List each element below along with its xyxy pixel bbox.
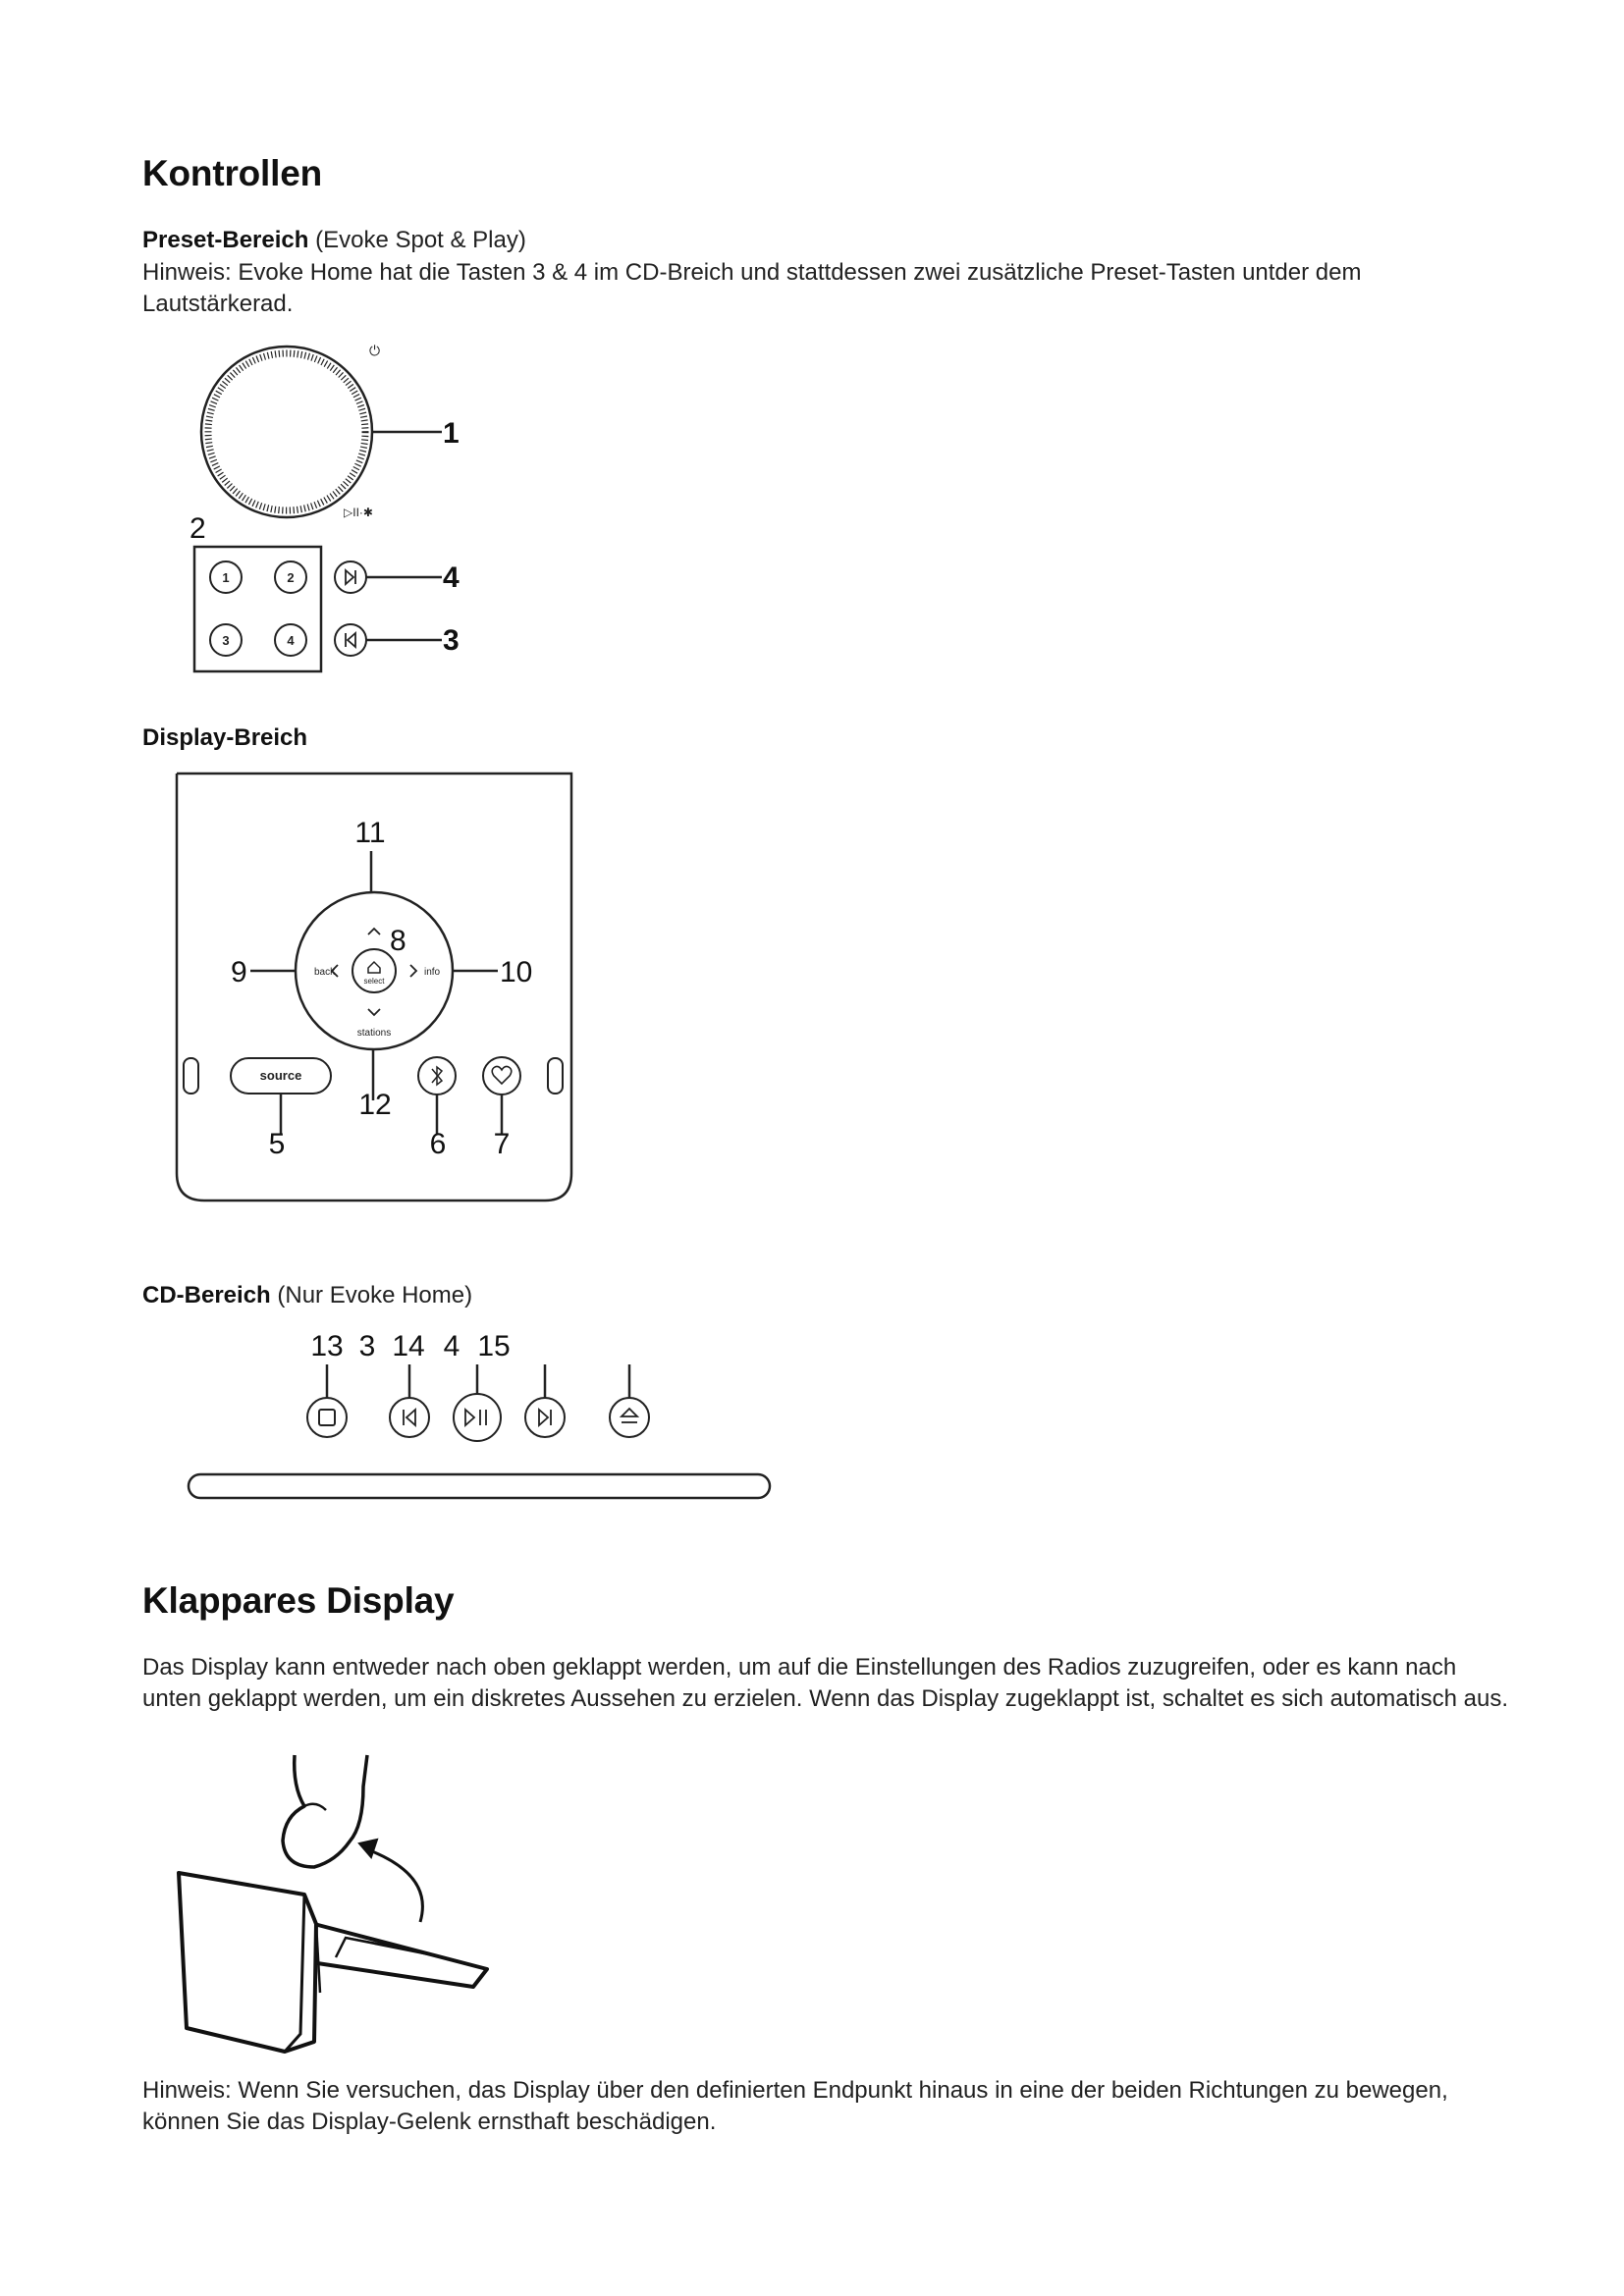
volume-dial <box>201 347 372 517</box>
page-title-kontrollen: Kontrollen <box>142 153 322 193</box>
stations-label: stations <box>356 1028 392 1039</box>
callout-4-cd: 4 <box>443 1330 460 1362</box>
eject-button[interactable] <box>610 1398 649 1437</box>
cd-next-button[interactable] <box>525 1398 565 1437</box>
preset-title: Preset-Bereich <box>142 227 309 253</box>
play-bluetooth-label: ▷II·✱ <box>344 506 373 519</box>
finger-illustration <box>283 1755 367 1867</box>
callout-8: 8 <box>390 925 406 957</box>
source-button[interactable] <box>231 1058 331 1094</box>
section-title-klappares-display: Klappares Display <box>142 1580 455 1621</box>
cd-title-suffix: (Nur Evoke Home) <box>277 1282 473 1308</box>
preset-button-4[interactable] <box>275 624 306 656</box>
callout-4: 4 <box>443 561 460 594</box>
preset-section-title <box>142 225 526 256</box>
callout-13: 13 <box>310 1330 344 1362</box>
svg-text:4: 4 <box>287 633 295 648</box>
callout-3-cd: 3 <box>358 1330 376 1362</box>
svg-text:3: 3 <box>222 633 230 648</box>
preset-button-3[interactable] <box>210 624 242 656</box>
cd-slot <box>189 1474 770 1498</box>
callout-2: 2 <box>189 512 206 545</box>
cd-previous-button[interactable] <box>390 1398 429 1437</box>
callout-1: 1 <box>443 417 460 450</box>
info-label: info <box>424 967 441 978</box>
power-icon: ⏻ <box>369 343 381 358</box>
callout-6: 6 <box>429 1128 447 1160</box>
device-tray <box>304 1924 487 1987</box>
back-label: back <box>314 967 336 978</box>
callout-14: 14 <box>392 1330 425 1362</box>
callout-9: 9 <box>231 956 247 988</box>
stop-button[interactable] <box>307 1398 347 1437</box>
warning-note: Hinweis: Wenn Sie versuchen, das Display über den definierten Endpunkt hinaus in eine der beiden Richtungen zu bewegen, können Sie das Display-Gelenk ernsthaft beschädigen. <box>142 2077 1448 2135</box>
callout-5: 5 <box>268 1128 286 1160</box>
callout-3: 3 <box>443 624 460 657</box>
bluetooth-button[interactable] <box>418 1057 456 1095</box>
source-label: source <box>259 1068 302 1083</box>
callout-12: 12 <box>358 1089 392 1121</box>
left-slot <box>184 1058 198 1094</box>
previous-track-button[interactable] <box>335 624 366 656</box>
cd-section-title <box>142 1280 472 1311</box>
right-slot <box>548 1058 563 1094</box>
cd-title: CD-Bereich <box>142 1282 271 1308</box>
folding-display-illustration <box>167 1747 520 2071</box>
callout-15: 15 <box>477 1330 511 1362</box>
preset-button-2[interactable] <box>275 561 306 593</box>
display-title: Display-Breich <box>142 724 308 751</box>
preset-note: Hinweis: Evoke Home hat die Tasten 3 & 4 im CD-Breich und stattdessen zwei zusätzliche Preset-Tasten untder dem Lautstärkerad. <box>142 259 1362 317</box>
svg-text:1: 1 <box>222 570 230 585</box>
display-panel <box>179 1873 316 2052</box>
fold-arrow-icon <box>367 1849 422 1922</box>
preset-title-suffix: (Evoke Spot & Play) <box>315 227 526 253</box>
favourite-button[interactable] <box>483 1057 520 1095</box>
device-base <box>177 1153 571 1201</box>
select-label: select <box>363 977 385 986</box>
klappares-description: Das Display kann entweder nach oben geklappt werden, um auf die Einstellungen des Radios zuzugreifen, oder es kann nach unten geklappt werden, um ein diskretes Aussehen zu erzielen. Wenn das Display zugeklappt ist, schaltet es sich automatisch aus. <box>142 1654 1508 1712</box>
preset-button-1[interactable] <box>210 561 242 593</box>
display-section-title <box>142 722 307 754</box>
cd-area-diagram <box>177 1325 785 1512</box>
display-area-diagram <box>167 771 589 1212</box>
preset-area-diagram <box>187 334 481 677</box>
play-pause-button[interactable] <box>454 1394 501 1441</box>
next-track-button[interactable] <box>335 561 366 593</box>
svg-text:2: 2 <box>287 570 295 585</box>
callout-11: 11 <box>354 817 386 849</box>
callout-7: 7 <box>493 1128 511 1160</box>
callout-10: 10 <box>500 956 533 988</box>
